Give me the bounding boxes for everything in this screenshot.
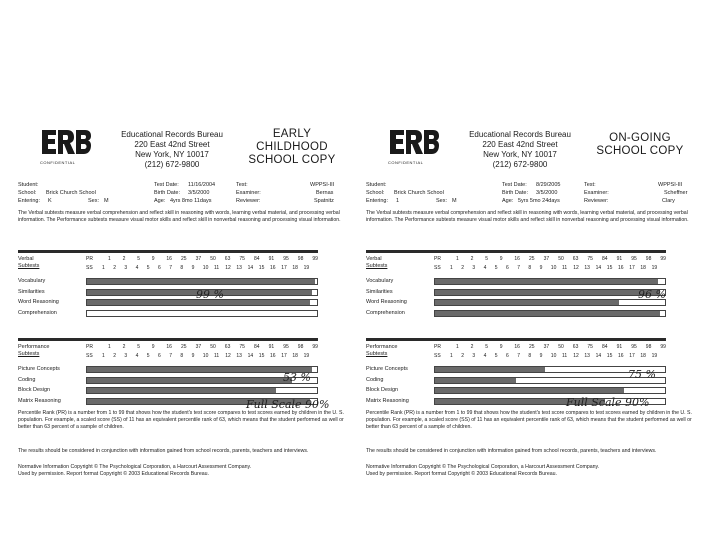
ss-tick-label: 8 [528, 353, 532, 359]
ss-tick-label: 6 [506, 265, 509, 271]
ss-tick-label: 16 [270, 265, 276, 271]
subtest-bar-track [434, 387, 666, 394]
verbal-label-title: Verbal [366, 256, 382, 262]
subtest-name: Similarities [18, 288, 45, 295]
subtest-name: Comprehension [366, 309, 405, 316]
pr-label: PR [434, 344, 441, 350]
pr-tick-label: 25 [529, 344, 535, 350]
copy-title-line: ON-GOING [609, 132, 671, 144]
ss-tick-label: 10 [202, 265, 209, 271]
copy-title [238, 128, 346, 167]
pr-tick-label: 25 [529, 256, 535, 262]
confidential-label: CONFIDENTIAL [388, 160, 424, 165]
ss-tick-label: 8 [180, 265, 184, 271]
student-info [366, 182, 704, 208]
pr-tick-label: 84 [602, 344, 608, 350]
pr-tick-label: 5 [137, 344, 140, 350]
info-birth-date: 3/5/2000 [188, 190, 210, 196]
performance-label-subtests: Subtests [366, 351, 388, 357]
ss-tick-label: 11 [562, 265, 568, 271]
ss-tick-label: 13 [236, 265, 242, 271]
ss-tick-label: 19 [303, 265, 310, 271]
ss-tick-label: 9 [191, 265, 195, 271]
pr-label: PR [434, 256, 441, 262]
ss-tick-label: 6 [158, 265, 161, 271]
subtest-row [366, 397, 704, 407]
info-entering: 1 [396, 198, 400, 204]
pr-tick-label: 91 [268, 256, 275, 262]
pr-tick-label: 84 [254, 256, 260, 262]
subtest-name: Similarities [366, 288, 393, 295]
subtest-score-bar [435, 311, 660, 316]
info-examiner: Scheffner [664, 190, 688, 196]
report-early-childhood [18, 118, 356, 518]
ss-tick-label: 13 [584, 353, 590, 359]
copyright-report: Used by permission. Report format Copyright © 2003 Educational Records Bureau. [18, 471, 209, 477]
ss-tick-label: 12 [225, 353, 231, 359]
info-school-label: School: [18, 190, 37, 196]
subtest-row [18, 277, 356, 287]
percentile-note: Percentile Rank (PR) is a number from 1 to 99 that shows how the student's test score compares to test scores earned by children in the U. S. population. For example, a scaled score (SS) of 11 has an equivalent percentile rank of 63, which means that the student performed as well or better than 63 percent of a sample of children. [18, 410, 344, 430]
copyright-normative: Normative Information Copyright © The Psychological Corporation, a Harcourt Assessment Company. [366, 464, 600, 470]
ss-tick-label: 12 [225, 265, 231, 271]
subtest-score-bar [87, 378, 292, 383]
handwritten-verbal-percentile: 99 % [196, 288, 224, 301]
subtest-row [18, 386, 356, 396]
subtest-name: Comprehension [18, 309, 57, 316]
subtest-bar-track [434, 278, 666, 285]
performance-section-rule [18, 338, 318, 341]
org-city: New York, NY 10017 [135, 150, 209, 159]
ss-tick-label: 12 [573, 353, 579, 359]
pr-tick-label: 37 [195, 344, 202, 350]
info-test-date-label: Test Date: [502, 182, 527, 188]
ss-tick-label: 17 [629, 265, 635, 271]
verbal-section-rule [18, 250, 318, 253]
pr-tick-label: 5 [485, 256, 488, 262]
pr-tick-label: 2 [122, 256, 126, 262]
ss-tick-label: 5 [494, 353, 498, 359]
pr-tick-label: 75 [587, 344, 593, 350]
info-examiner-label: Examiner: [236, 190, 261, 196]
subtest-row [18, 288, 356, 298]
pr-label: PR [86, 256, 93, 262]
subtest-name: Vocabulary [18, 278, 46, 284]
ss-tick-label: 3 [124, 265, 128, 271]
pr-tick-label: 50 [558, 256, 564, 262]
org-name: Educational Records Bureau [469, 130, 571, 139]
ss-tick-label: 17 [281, 265, 287, 271]
pr-tick-label: 16 [166, 256, 172, 262]
copy-title-line: SCHOOL COPY [596, 145, 684, 157]
ss-tick-label: 15 [258, 265, 265, 271]
pr-tick-label: 99 [660, 344, 666, 350]
pr-tick-label: 95 [283, 344, 289, 350]
verbal-pr-scale [86, 256, 356, 264]
pr-label: PR [86, 344, 93, 350]
pr-tick-label: 75 [239, 344, 245, 350]
verbal-section-rule [366, 250, 666, 253]
ss-tick-label: 3 [472, 353, 476, 359]
info-student-label: Student: [18, 182, 39, 188]
pr-tick-label: 84 [602, 256, 608, 262]
subtest-name: Word Reasoning [18, 299, 59, 305]
ss-tick-label: 5 [146, 265, 150, 271]
info-entering-label: Entering: [18, 198, 41, 204]
ss-tick-label: 18 [640, 265, 646, 271]
ss-tick-label: 18 [292, 353, 298, 359]
ss-tick-label: 16 [270, 353, 276, 359]
pr-tick-label: 98 [297, 256, 304, 262]
pr-tick-label: 25 [181, 256, 187, 262]
subtest-score-bar [435, 388, 624, 393]
performance-label-title: Performance [18, 344, 50, 350]
info-reviewer: Spatnitz [314, 198, 334, 204]
pr-tick-label: 63 [572, 256, 579, 262]
ss-tick-label: 15 [606, 353, 613, 359]
pr-tick-label: 99 [312, 344, 318, 350]
ss-tick-label: 1 [102, 353, 105, 359]
subtest-name: Coding [366, 376, 384, 383]
ss-label: SS [86, 265, 93, 271]
results-note: The results should be considered in conjunction with information gained from school records, parents, teachers and interviews. [366, 448, 657, 454]
ss-tick-label: 7 [169, 353, 172, 359]
pr-tick-label: 98 [297, 344, 304, 350]
info-reviewer-label: Reviewer: [584, 198, 609, 204]
ss-tick-label: 5 [494, 265, 498, 271]
ss-tick-label: 19 [303, 353, 310, 359]
subtest-row [366, 277, 704, 287]
copy-title-line: CHILDHOOD [256, 141, 328, 153]
ss-tick-label: 6 [158, 353, 161, 359]
ss-tick-label: 10 [550, 265, 557, 271]
subtest-row [18, 298, 356, 308]
pr-tick-label: 75 [587, 256, 593, 262]
ss-tick-label: 3 [472, 265, 476, 271]
info-birth-date: 3/5/2000 [536, 190, 558, 196]
pr-tick-label: 9 [151, 344, 155, 350]
org-name: Educational Records Bureau [121, 130, 223, 139]
pr-tick-label: 9 [499, 344, 503, 350]
performance-pr-scale [86, 344, 356, 352]
pr-tick-label: 95 [283, 256, 289, 262]
pr-tick-label: 91 [268, 344, 275, 350]
performance-pr-scale [434, 344, 704, 352]
org-street: 220 East 42nd Street [134, 140, 210, 149]
pr-tick-label: 98 [645, 256, 652, 262]
confidential-label: CONFIDENTIAL [40, 160, 76, 165]
pr-tick-label: 63 [224, 344, 231, 350]
ss-tick-label: 16 [618, 265, 624, 271]
org-street: 220 East 42nd Street [482, 140, 558, 149]
info-school: Brick Church School [46, 190, 96, 196]
ss-tick-label: 4 [135, 353, 139, 359]
subtest-bar-track [86, 310, 318, 317]
ss-tick-label: 12 [573, 265, 579, 271]
pr-tick-label: 1 [108, 256, 111, 262]
performance-ss-scale [86, 353, 356, 361]
pr-tick-label: 37 [543, 344, 550, 350]
org-phone: (212) 672-9800 [492, 160, 548, 169]
ss-tick-label: 1 [450, 353, 453, 359]
ss-tick-label: 18 [292, 265, 298, 271]
verbal-pr-scale [434, 256, 704, 264]
ss-tick-label: 11 [214, 265, 220, 271]
subtest-description: The Verbal subtests measure verbal comprehension and reflect skill in reasoning with words, learning verbal material, and processing verbal information. The Performance subtests measure visual motor skills and reflect skill in nonverbal reasoning and processing visual information. [366, 210, 689, 223]
verbal-ss-scale [434, 265, 704, 273]
performance-label-subtests: Subtests [18, 351, 40, 357]
subtest-score-bar [435, 378, 516, 383]
subtest-name: Coding [18, 376, 36, 383]
subtest-score-bar [435, 300, 619, 305]
info-test-date-label: Test Date: [154, 182, 179, 188]
pr-tick-label: 5 [137, 256, 140, 262]
info-reviewer-label: Reviewer: [236, 198, 261, 204]
pr-tick-label: 2 [470, 256, 474, 262]
pr-tick-label: 25 [181, 344, 187, 350]
ss-label: SS [434, 265, 441, 271]
pr-tick-label: 99 [660, 256, 666, 262]
info-test: WPPSI-III [310, 182, 335, 188]
ss-tick-label: 2 [461, 265, 464, 271]
ss-tick-label: 8 [528, 265, 532, 271]
performance-label-title: Performance [366, 344, 398, 350]
pr-tick-label: 99 [312, 256, 318, 262]
ss-tick-label: 16 [618, 353, 624, 359]
info-student-label: Student: [366, 182, 387, 188]
info-sex: M [104, 198, 109, 204]
info-school-label: School: [366, 190, 385, 196]
pr-tick-label: 50 [558, 344, 564, 350]
pr-tick-label: 98 [645, 344, 652, 350]
pr-tick-label: 1 [456, 344, 459, 350]
handwritten-full-scale: Full Scale 90% [246, 398, 330, 411]
copy-title-line: SCHOOL COPY [248, 154, 336, 166]
subtest-row [366, 386, 704, 396]
report-ongoing [366, 118, 704, 518]
subtest-name: Picture Concepts [18, 366, 60, 372]
subtest-score-bar [435, 290, 660, 295]
pr-tick-label: 63 [224, 256, 231, 262]
ss-tick-label: 1 [102, 265, 105, 271]
ss-tick-label: 14 [595, 265, 602, 271]
pr-tick-label: 95 [631, 344, 637, 350]
subtest-name: Word Reasoning [366, 299, 407, 305]
handwritten-verbal-percentile: 96 % [638, 288, 666, 301]
subtest-score-bar [87, 388, 276, 393]
subtest-name: Picture Concepts [366, 366, 408, 372]
ss-tick-label: 19 [651, 265, 658, 271]
ss-tick-label: 7 [517, 265, 520, 271]
org-city: New York, NY 10017 [483, 150, 557, 159]
pr-tick-label: 9 [499, 256, 503, 262]
subtest-name: Matrix Reasoning [18, 397, 61, 404]
pr-tick-label: 1 [108, 344, 111, 350]
info-age-label: Age: [502, 198, 514, 204]
subtest-row [366, 309, 704, 319]
erb-logo [40, 128, 92, 156]
verbal-label-title: Verbal [18, 256, 34, 262]
pr-tick-label: 2 [122, 344, 126, 350]
subtest-score-bar [87, 367, 312, 372]
pr-tick-label: 5 [485, 344, 488, 350]
ss-tick-label: 5 [146, 353, 150, 359]
ss-tick-label: 19 [651, 353, 658, 359]
ss-tick-label: 9 [191, 353, 195, 359]
subtest-name: Vocabulary [366, 278, 394, 284]
ss-tick-label: 15 [258, 353, 265, 359]
subtest-row [18, 309, 356, 319]
subtest-name: Block Design [18, 387, 51, 393]
info-test-label: Test: [584, 182, 596, 188]
performance-section-label [18, 344, 50, 358]
ss-tick-label: 10 [202, 353, 209, 359]
verbal-label-subtests: Subtests [366, 263, 388, 269]
subtest-bar-track [86, 278, 318, 285]
results-note: The results should be considered in conjunction with information gained from school records, parents, teachers and interviews. [18, 448, 309, 454]
pr-tick-label: 9 [151, 256, 155, 262]
ss-tick-label: 13 [236, 353, 242, 359]
ss-label: SS [86, 353, 93, 359]
subtest-bar-track [434, 289, 666, 296]
info-sex: M [452, 198, 457, 204]
copy-title [586, 132, 694, 158]
info-test: WPPSI-III [658, 182, 683, 188]
ss-tick-label: 2 [113, 353, 116, 359]
pr-tick-label: 2 [470, 344, 474, 350]
info-reviewer: Clary [662, 198, 675, 204]
verbal-label-subtests: Subtests [18, 263, 40, 269]
ss-tick-label: 17 [629, 353, 635, 359]
pr-tick-label: 63 [572, 344, 579, 350]
pr-tick-label: 16 [514, 256, 520, 262]
percentile-note: Percentile Rank (PR) is a number from 1 to 99 that shows how the student's test score compares to test scores earned by children in the U. S. population. For example, a scaled score (SS) of 11 has an equivalent percentile rank of 63, which means that the student performed as well or better than 63 percent of a sample of children. [366, 410, 692, 430]
pr-tick-label: 16 [514, 344, 520, 350]
ss-tick-label: 2 [113, 265, 116, 271]
ss-tick-label: 6 [506, 353, 509, 359]
ss-tick-label: 18 [640, 353, 646, 359]
subtest-score-bar [435, 279, 658, 284]
pr-tick-label: 50 [210, 256, 216, 262]
info-age-label: Age: [154, 198, 166, 204]
info-test-label: Test: [236, 182, 248, 188]
pr-tick-label: 84 [254, 344, 260, 350]
info-test-date: 8/29/2005 [536, 182, 561, 188]
info-sex-label: Sex: [436, 198, 448, 204]
ss-tick-label: 1 [450, 265, 453, 271]
pr-tick-label: 75 [239, 256, 245, 262]
info-entering: K [48, 198, 52, 204]
copy-title-line: EARLY [272, 128, 312, 140]
pr-tick-label: 91 [616, 256, 623, 262]
info-examiner-label: Examiner: [584, 190, 609, 196]
performance-ss-scale [434, 353, 704, 361]
info-examiner: Bernas [316, 190, 334, 196]
info-entering-label: Entering: [366, 198, 389, 204]
ss-tick-label: 10 [550, 353, 557, 359]
info-school: Brick Church School [394, 190, 444, 196]
pr-tick-label: 37 [195, 256, 202, 262]
pr-tick-label: 50 [210, 344, 216, 350]
subtest-bar-track [434, 299, 666, 306]
ss-tick-label: 14 [595, 353, 602, 359]
ss-tick-label: 13 [584, 265, 590, 271]
info-sex-label: Sex: [88, 198, 100, 204]
info-age: 5yrs 5mo 24days [518, 198, 560, 204]
ss-tick-label: 15 [606, 265, 613, 271]
ss-tick-label: 2 [461, 353, 464, 359]
handwritten-full-scale: Full Scale 90% [566, 396, 650, 409]
ss-tick-label: 7 [517, 353, 520, 359]
copyright-normative: Normative Information Copyright © The Psychological Corporation, a Harcourt Assessment Company. [18, 464, 252, 470]
subtest-description: The Verbal subtests measure verbal comprehension and reflect skill in reasoning with words, learning verbal material, and processing verbal information. The Performance subtests measure visual motor skills and reflect skill in nonverbal reasoning and processing visual information. [18, 210, 341, 223]
pr-tick-label: 16 [166, 344, 172, 350]
verbal-section-label [366, 256, 387, 270]
ss-tick-label: 9 [539, 353, 543, 359]
ss-tick-label: 4 [135, 265, 139, 271]
info-test-date: 11/16/2004 [188, 182, 216, 188]
pr-tick-label: 95 [631, 256, 637, 262]
subtest-bar-track [86, 387, 318, 394]
ss-tick-label: 3 [124, 353, 128, 359]
ss-tick-label: 4 [483, 353, 487, 359]
subtest-score-bar [435, 367, 545, 372]
copyright-report: Used by permission. Report format Copyright © 2003 Educational Records Bureau. [366, 471, 557, 477]
pr-tick-label: 1 [456, 256, 459, 262]
org-address [462, 130, 578, 170]
verbal-ss-scale [86, 265, 356, 273]
info-birth-date-label: Birth Date: [154, 190, 180, 196]
subtest-name: Matrix Reasoning [366, 397, 409, 404]
org-address [114, 130, 230, 170]
ss-tick-label: 17 [281, 353, 287, 359]
handwritten-performance-percentile: 75 % [628, 368, 656, 381]
ss-tick-label: 14 [247, 265, 254, 271]
ss-tick-label: 8 [180, 353, 184, 359]
performance-section-rule [366, 338, 666, 341]
info-age: 4yrs 8mo 11days [170, 198, 212, 204]
ss-tick-label: 11 [562, 353, 568, 359]
student-info [18, 182, 356, 208]
ss-tick-label: 9 [539, 265, 543, 271]
info-birth-date-label: Birth Date: [502, 190, 528, 196]
erb-logo [388, 128, 440, 156]
pr-tick-label: 91 [616, 344, 623, 350]
verbal-section-label [18, 256, 39, 270]
ss-label: SS [434, 353, 441, 359]
performance-section-label [366, 344, 398, 358]
ss-tick-label: 11 [214, 353, 220, 359]
ss-tick-label: 14 [247, 353, 254, 359]
subtest-name: Block Design [366, 387, 399, 393]
org-phone: (212) 672-9800 [144, 160, 200, 169]
subtest-bar-track [434, 310, 666, 317]
subtest-score-bar [87, 279, 315, 284]
ss-tick-label: 7 [169, 265, 172, 271]
pr-tick-label: 37 [543, 256, 550, 262]
ss-tick-label: 4 [483, 265, 487, 271]
handwritten-performance-percentile: 53 % [283, 371, 311, 384]
